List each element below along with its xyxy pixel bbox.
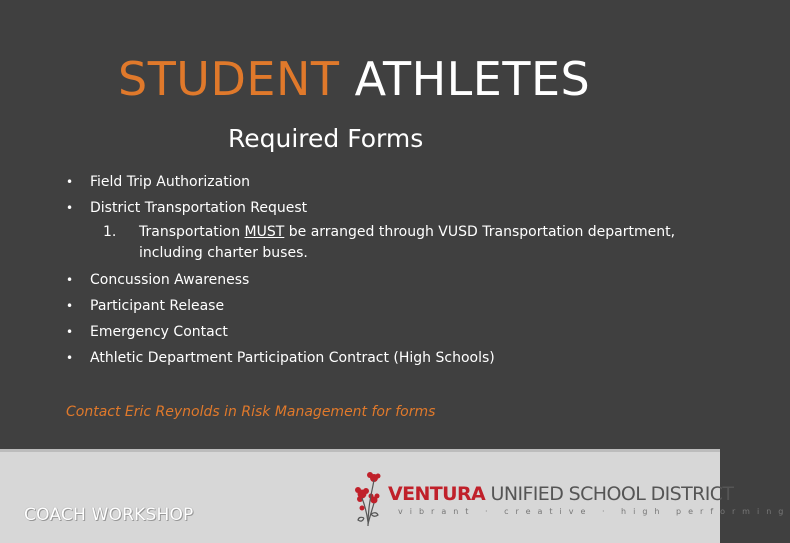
list-item [66,322,686,348]
slide-subtitle: Required Forms [228,124,424,153]
bullet-marker: • [66,273,74,287]
list-item [66,198,686,224]
list-item-text: Emergency Contact [90,324,228,340]
sub-item-emphasis: MUST [244,224,285,240]
list-item [66,172,686,198]
list-item [66,296,686,322]
title-word-student: STUDENT [118,52,340,106]
bullet-marker: • [66,351,74,365]
sub-item-number: 1. [103,224,117,240]
coach-workshop-label: COACH WORKSHOP [24,505,194,525]
district-name-ventura: VENTURA [388,483,486,505]
list-item-text: Field Trip Authorization [90,174,251,190]
district-name [388,485,733,504]
sub-list-item [66,222,686,264]
slide-title [118,52,591,106]
list-item-text: Athletic Department Participation Contract (High Schools) [90,350,495,366]
list-item-text: Participant Release [90,298,225,314]
list-item-text: District Transportation Request [90,200,308,216]
flower-logo-icon [352,470,386,528]
district-tagline: vibrant · creative · high performing [398,507,790,516]
district-name-rest: UNIFIED SCHOOL DISTRICT [485,483,734,505]
sub-item-text-after: be arranged through VUSD Transportation department, including charter buses. [139,224,676,261]
list-item [66,270,686,296]
contact-note: Contact Eric Reynolds in Risk Management for forms [66,404,436,420]
bullet-marker: • [66,325,74,339]
sub-item-text-before: Transportation [139,224,245,240]
bullet-marker: • [66,201,74,215]
bullet-marker: • [66,175,74,189]
list-item-text: Concussion Awareness [90,272,250,288]
slide-footer [0,449,790,543]
forms-list [66,172,686,374]
list-item [66,348,686,374]
bullet-marker: • [66,299,74,313]
title-word-athletes: ATHLETES [354,52,591,106]
